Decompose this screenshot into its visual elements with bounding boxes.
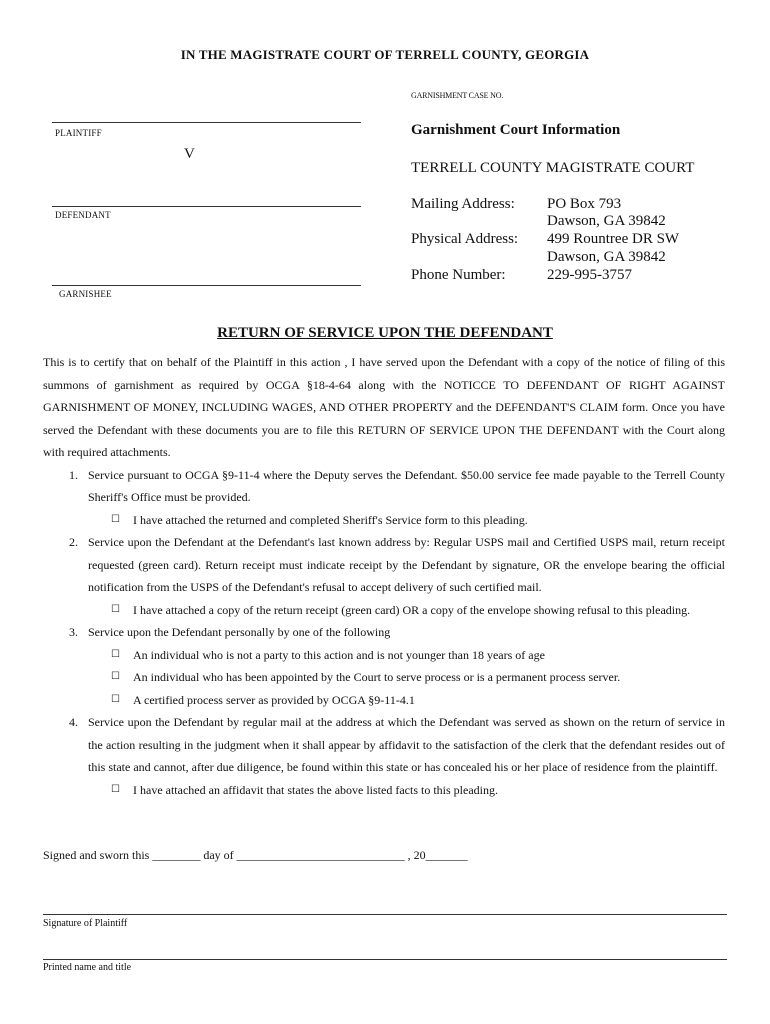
item-text: Service upon the Defendant by regular mail at the address at which the Defendant was served as shown on the return of service in the action resulting in the judgment when it shall appear by affidavit to the satisfaction of the clerk that the defendant resides out of this state and cannot, after due diligence, be found within this state or has concealed his or her place of residence from the plaintiff. (88, 715, 725, 774)
item-number: 3. (69, 625, 78, 639)
checkbox-icon[interactable]: ☐ (111, 671, 120, 682)
check-option[interactable] (43, 689, 725, 712)
item-number: 1. (69, 467, 78, 482)
service-option-4 (43, 711, 725, 779)
plaintiff-line[interactable] (52, 122, 361, 123)
item-number: 2. (69, 535, 78, 549)
checkbox-icon[interactable]: ☐ (111, 513, 120, 525)
check-label: I have attached the returned and completed Sheriff's Service form to this pleading. (133, 512, 528, 527)
service-option-2 (43, 531, 725, 599)
printed-name-line[interactable] (43, 959, 727, 960)
phone-label: Phone Number: (411, 267, 506, 283)
mailing-address-label: Mailing Address: (411, 196, 515, 212)
item-number: 4. (69, 715, 78, 729)
printed-name-label: Printed name and title (43, 962, 132, 973)
service-option-3 (43, 621, 725, 644)
defendant-line[interactable] (52, 206, 361, 207)
check-option[interactable] (43, 666, 725, 689)
case-number-label: GARNISHMENT CASE NO. (411, 91, 504, 100)
defendant-label: DEFENDANT (55, 210, 111, 220)
return-body (43, 351, 725, 801)
checkbox-icon[interactable]: ☐ (111, 693, 120, 705)
check-option[interactable] (43, 779, 725, 802)
item-text: Service upon the Defendant at the Defendant's last known address by: Regular USPS mail and Certified USPS mail, return receipt requested (green card). Return receipt must indicate receipt by the Defendant by signature, OR the envelope bearing the official notification from the USPS of the Defendant's refusal to accept delivery of such certified mail. (88, 535, 725, 594)
check-option[interactable] (43, 599, 725, 622)
court-info-title: Garnishment Court Information (411, 122, 621, 138)
garnishee-label: GARNISHEE (59, 289, 112, 299)
checkbox-icon[interactable]: ☐ (111, 603, 120, 615)
service-option-1 (43, 464, 725, 509)
check-label: I have attached a copy of the return receipt (green card) OR a copy of the envelope showing refusal to this pleading. (133, 602, 691, 617)
signed-sworn-line[interactable]: Signed and sworn this ________ day of ____________________________ , 20_______ (43, 848, 468, 862)
return-of-service-title: RETURN OF SERVICE UPON THE DEFENDANT (217, 325, 553, 341)
check-option[interactable] (43, 644, 725, 667)
check-option[interactable] (43, 509, 725, 532)
checkbox-icon[interactable]: ☐ (111, 648, 120, 660)
physical-address-line1: 499 Rountree DR SW (547, 231, 680, 247)
item-text: Service upon the Defendant personally by one of the following (88, 625, 391, 639)
mailing-address-line1: PO Box 793 (547, 196, 622, 212)
plaintiff-label: PLAINTIFF (55, 128, 102, 138)
garnishee-line[interactable] (52, 285, 361, 286)
check-label: An individual who has been appointed by the Court to serve process or is a permanent process server. (133, 670, 621, 684)
mailing-address-line2: Dawson, GA 39842 (547, 213, 666, 229)
phone-value: 229-995-3757 (547, 267, 632, 283)
physical-address-line2: Dawson, GA 39842 (547, 249, 666, 265)
checkbox-icon[interactable]: ☐ (111, 783, 120, 795)
plaintiff-signature-line[interactable] (43, 914, 727, 915)
physical-address-label: Physical Address: (411, 231, 519, 247)
court-name: TERRELL COUNTY MAGISTRATE COURT (411, 160, 695, 176)
plaintiff-signature-label: Signature of Plaintiff (43, 918, 128, 929)
intro-paragraph: This is to certify that on behalf of the Plaintiff in this action , I have served upon the Defendant with a copy of the notice of filing of this summons of garnishment as required by OCGA §18-4-64 along with the NOTICCE TO DEFENDANT OF RIGHT AGAINST GARNISHMENT OF MONEY, INCLUDING WAGES, AND OTHER PROPERTY and the DEFENDANT'S CLAIM form. Once you have served the Defendant with these documents you are to file this RETURN OF SERVICE UPON THE DEFENDANT with the Court along with required attachments. (43, 355, 725, 459)
court-title: IN THE MAGISTRATE COURT OF TERRELL COUNTY, GEORGIA (180, 47, 590, 62)
check-label: I have attached an affidavit that states the above listed facts to this pleading. (133, 782, 498, 797)
versus-mark: V (184, 146, 195, 162)
check-label: An individual who is not a party to this action and is not younger than 18 years of age (133, 647, 545, 662)
check-label: A certified process server as provided by OCGA §9-11-4.1 (133, 692, 415, 707)
item-text: Service pursuant to OCGA §9-11-4 where the Deputy serves the Defendant. $50.00 service fee made payable to the Terrell County Sheriff's Office must be provided. (88, 467, 725, 504)
